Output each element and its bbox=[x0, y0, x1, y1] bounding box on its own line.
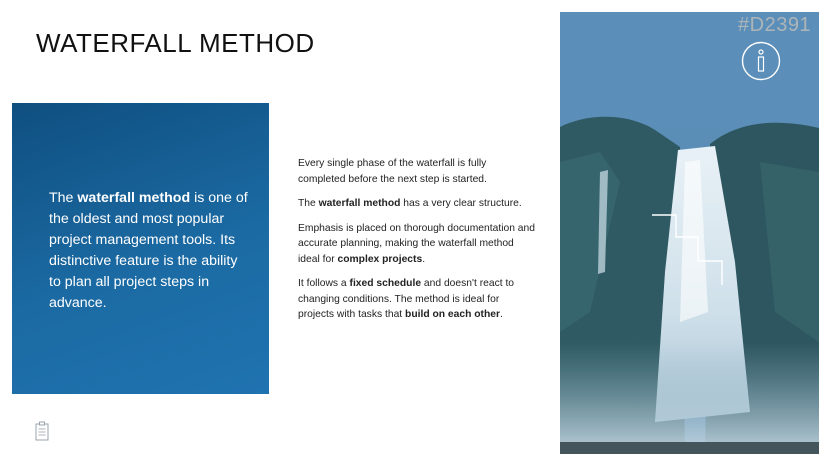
staircase-steps-icon bbox=[652, 213, 724, 285]
emphasis-text: waterfall method bbox=[318, 198, 401, 209]
clipboard-icon bbox=[35, 421, 49, 441]
paragraph-text: It follows a bbox=[298, 278, 350, 289]
paragraph-text: has a very clear structure. bbox=[400, 198, 522, 209]
paragraph-text: . bbox=[500, 309, 503, 320]
paragraph-text: Emphasis is placed on thorough documentation and accurate planning, making the waterfall method ideal for bbox=[298, 222, 535, 265]
body-paragraph bbox=[298, 156, 536, 187]
emphasis-text: fixed schedule bbox=[349, 278, 422, 289]
slide-watermark: #D2391 bbox=[738, 14, 812, 36]
intro-text bbox=[49, 188, 249, 314]
paragraph-text: Every single phase of the waterfall is fully completed before the next step is started. bbox=[298, 158, 487, 185]
emphasis-text: complex projects bbox=[337, 253, 423, 265]
intro-text-bold: waterfall method bbox=[77, 190, 191, 206]
body-paragraph bbox=[298, 276, 536, 323]
body-paragraph bbox=[298, 221, 536, 268]
emphasis-text: build on each other bbox=[405, 309, 500, 320]
intro-text-start: The bbox=[49, 190, 78, 206]
paragraph-text: The bbox=[298, 198, 319, 209]
intro-text-rest: is one of the oldest and most popular project management tools. Its distinctive feature is the ability to plan all project steps in advance. bbox=[49, 190, 248, 311]
paragraph-text: and doesn't react to changing conditions. The method is ideal for projects with tasks that bbox=[298, 278, 515, 320]
paragraph-text: . bbox=[422, 253, 426, 265]
body-paragraphs bbox=[298, 156, 536, 332]
info-icon[interactable] bbox=[741, 41, 781, 81]
slide-title: WATERFALL METHOD bbox=[36, 28, 315, 58]
body-paragraph bbox=[298, 196, 536, 212]
